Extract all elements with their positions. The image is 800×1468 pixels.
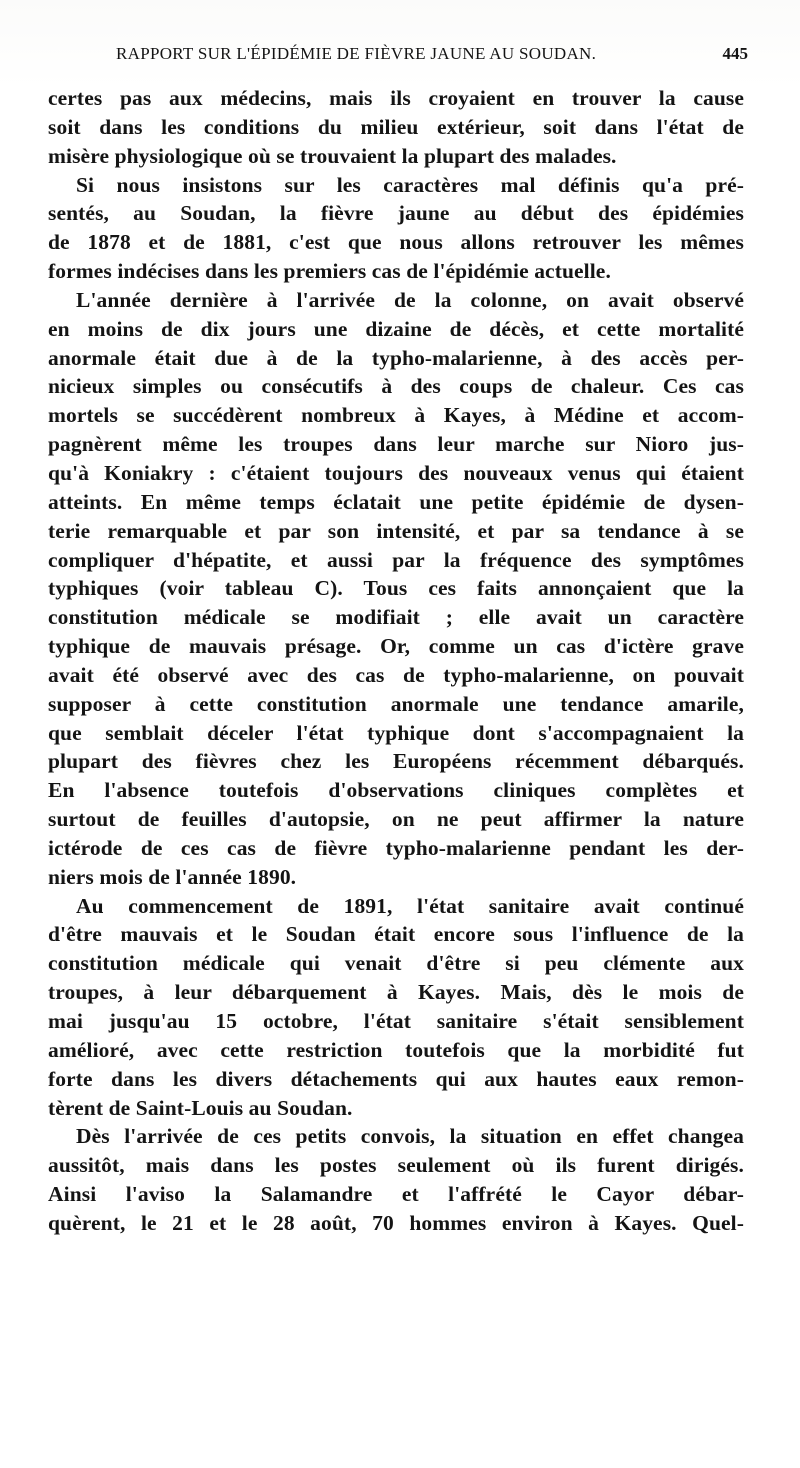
text-line: compliquer d'hépatite, et aussi par la fréquence des symptômes bbox=[48, 547, 744, 572]
text-line: certes pas aux médecins, mais ils croyaient en trouver la cause bbox=[48, 86, 744, 110]
text-line: de 1878 et de 1881, c'est que nous allons retrouver les mêmes bbox=[48, 230, 744, 255]
text-line: misère physiologique où se trouvaient la plupart des malades. bbox=[48, 143, 617, 168]
text-line: Dès l'arrivée de ces petits convois, la situation en effet changea bbox=[76, 1124, 744, 1149]
text-line: avait été observé avec des cas de typho-malarienne, on pouvait bbox=[48, 662, 744, 687]
text-line: mortels se succédèrent nombreux à Kayes, à Médine et accom- bbox=[48, 403, 744, 428]
text-line: soit dans les conditions du milieu extérieur, soit dans l'état de bbox=[48, 114, 744, 139]
text-line: supposer à cette constitution anormale une tendance amarile, bbox=[48, 691, 744, 716]
text-line: quèrent, le 21 et le 28 août, 70 hommes environ à Kayes. Quel- bbox=[48, 1210, 744, 1235]
page-number: 445 bbox=[722, 44, 748, 63]
text-line: niers mois de l'année 1890. bbox=[48, 864, 297, 889]
text-line: Ainsi l'aviso la Salamandre et l'affrété le Cayor débar- bbox=[48, 1182, 744, 1207]
text-line: constitution médicale se modifiait ; elle avait un caractère bbox=[48, 605, 744, 630]
text-line: troupes, à leur débarquement à Kayes. Mais, dès le mois de bbox=[48, 980, 744, 1005]
running-head: RAPPORT SUR L'ÉPIDÉMIE DE FIÈVRE JAUNE AU SOUDAN. bbox=[116, 44, 597, 63]
text-line: pagnèrent même les troupes dans leur marche sur Nioro jus- bbox=[48, 432, 744, 457]
text-line: sentés, au Soudan, la fièvre jaune au début des épidémies bbox=[48, 201, 744, 226]
text-line: Au commencement de 1891, l'état sanitaire avait continué bbox=[76, 893, 744, 918]
text-line: Si nous insistons sur les caractères mal définis qu'a pré- bbox=[76, 172, 744, 197]
text-line: que semblait déceler l'état typhique dont s'accompagnaient la bbox=[48, 720, 744, 745]
text-line: En l'absence toutefois d'observations cliniques complètes et bbox=[48, 778, 744, 803]
text-line: typhiques (voir tableau C). Tous ces faits annonçaient que la bbox=[48, 576, 744, 601]
text-line: forte dans les divers détachements qui aux hautes eaux remon- bbox=[48, 1066, 744, 1091]
text-line: surtout de feuilles d'autopsie, on ne peut affirmer la nature bbox=[48, 807, 744, 832]
text-line: qu'à Koniakry : c'étaient toujours des nouveaux venus qui étaient bbox=[48, 460, 744, 485]
text-line: mai jusqu'au 15 octobre, l'état sanitaire s'était sensiblement bbox=[48, 1009, 744, 1033]
text-line: amélioré, avec cette restriction toutefois que la morbidité fut bbox=[48, 1037, 744, 1062]
text-line: ictérode de ces cas de fièvre typho-malarienne pendant les der- bbox=[48, 835, 744, 860]
text-line: atteints. En même temps éclatait une petite épidémie de dysen- bbox=[48, 489, 744, 514]
text-line: anormale était due à de la typho-malarienne, à des accès per- bbox=[48, 345, 744, 370]
text-line: en moins de dix jours une dizaine de décès, et cette mortalité bbox=[48, 316, 744, 341]
text-line: tèrent de Saint-Louis au Soudan. bbox=[48, 1095, 353, 1120]
text-line: terie remarquable et par son intensité, et par sa tendance à se bbox=[48, 518, 744, 543]
text-line: typhique de mauvais présage. Or, comme un cas d'ictère grave bbox=[48, 634, 744, 659]
text-line: L'année dernière à l'arrivée de la colonne, on avait observé bbox=[76, 287, 744, 312]
text-line: nicieux simples ou consécutifs à des coups de chaleur. Ces cas bbox=[48, 374, 744, 399]
text-line: constitution médicale qui venait d'être si peu clémente aux bbox=[48, 951, 744, 976]
body-text bbox=[48, 84, 744, 1238]
text-line: d'être mauvais et le Soudan était encore sous l'influence de la bbox=[48, 922, 744, 947]
text-line: formes indécises dans les premiers cas de l'épidémie actuelle. bbox=[48, 259, 611, 284]
text-line: plupart des fièvres chez les Européens récemment débarqués. bbox=[48, 749, 744, 774]
text-line: aussitôt, mais dans les postes seulement où ils furent dirigés. bbox=[48, 1153, 744, 1178]
page-header bbox=[48, 44, 748, 74]
